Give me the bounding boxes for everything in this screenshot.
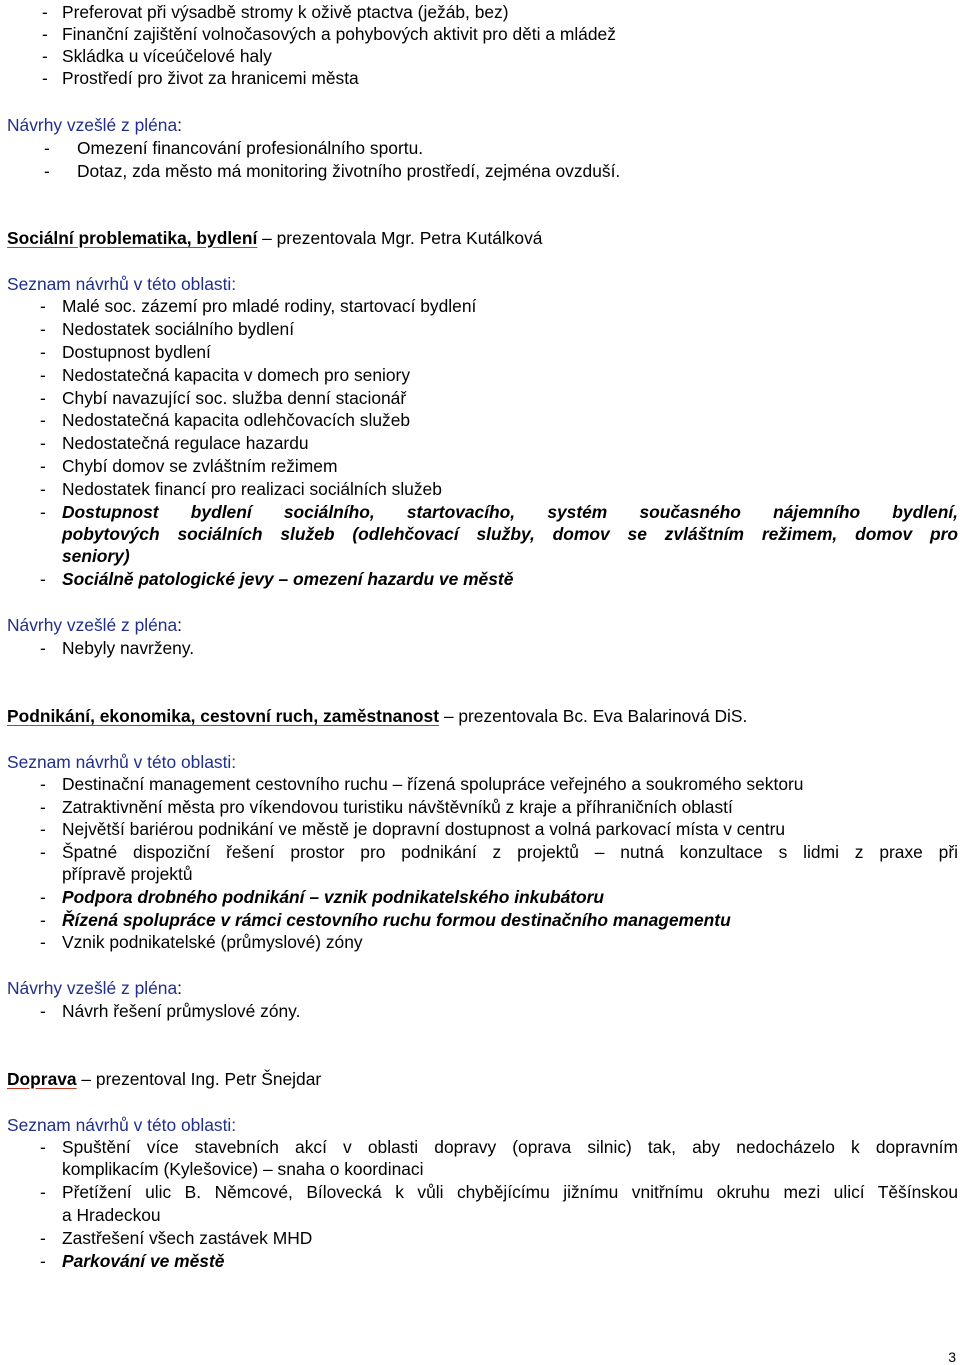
plenum-label: Návrhy vzešlé z pléna: (7, 978, 182, 998)
page-number: 3 (948, 1349, 956, 1365)
list-item-line: Přetížení ulic B. Němcové, Bílovecká k vůli chybějícímu jižnímu vnitřnímu okruhu mezi ulicí Těšínskou (62, 1182, 958, 1202)
bold-item-line: Dostupnost bydlení sociálního, startovacího, systém současného nájemního bydlení, (62, 502, 958, 522)
section-title: Sociální problematika, bydlení (7, 228, 258, 248)
bold-item-line: pobytových sociálních služeb (odlehčovací služby, domov se zvláštním režimem, domov pro (62, 524, 958, 544)
section-presenter: – prezentoval Ing. Petr Šnejdar (76, 1069, 322, 1089)
section-title: Podnikání, ekonomika, cestovní ruch, zaměstnanost (7, 706, 439, 726)
bold-item-line: seniory) (62, 546, 130, 566)
section-heading (7, 1068, 321, 1090)
list-label: Seznam návrhů v této oblasti: (7, 1115, 237, 1135)
section-heading (7, 705, 747, 727)
list-label: Seznam návrhů v této oblasti: (7, 274, 237, 294)
section-presenter: – prezentovala Mgr. Petra Kutálková (257, 228, 543, 248)
list-label: Seznam návrhů v této oblasti: (7, 752, 237, 772)
list-item-line: přípravě projektů (62, 864, 193, 884)
section-presenter: – prezentovala Bc. Eva Balarinová DiS. (438, 706, 748, 726)
list-item-line: komplikacím (Kylešovice) – snaha o koordinaci (62, 1159, 424, 1179)
list-item-line: a Hradeckou (62, 1205, 161, 1225)
section-heading (7, 227, 542, 249)
section-title: Doprava (7, 1069, 77, 1089)
plenum-label: Návrhy vzešlé z pléna: (7, 615, 182, 635)
plenum-label: Návrhy vzešlé z pléna: (7, 115, 182, 135)
document-page: - Preferovat při výsadbě stromy k oživě ptactva (ježáb, bez) - Finanční zajištění volnočasových a pohybových aktivit pro děti a mládež - Skládka u víceúčelové haly - Prostředí pro život za hranicemi města Návrhy vzešlé z pléna: - Omezení financování profesionálního sportu. - Dotaz, zda město má monitoring životního prostředí, zejména ovzduší. Sociální problematika, bydlení – prezentovala Mgr. Petra Kutálková Seznam návrhů v této oblasti: - Malé soc. zázemí pro mladé rodiny, startovací bydlení - Nedostatek sociálního bydlení - Dostupnost bydlení - Nedostatečná kapacita v domech pro seniory - Chybí navazující soc. služba denní stacionář - Nedostatečná kapacita odlehčovacích služeb - Nedostatečná regulace hazardu - Chybí domov se zvláštním režimem - Nedostatek financí pro realizaci sociálních služeb - Dostupnost bydlení sociálního, startovacího, systém současného nájemního bydlení, pobytových sociálních služeb (odlehčovací služby, domov se zvláštním režimem, domov pro seniory) - Sociálně patologické jevy – omezení hazardu ve městě Návrhy vzešlé z pléna: - Nebyly navrženy. Podnikání, ekonomika, cestovní ruch, zaměstnanost – prezentovala Bc. Eva Balarinová DiS. Seznam návrhů v této oblasti: - Destinační management cestovního ruchu – řízená spolupráce veřejného a soukromého sektoru - Zatraktivnění města pro víkendovou turistiku návštěvníků z kraje a příhraničních oblastí - Největší bariérou podnikání ve městě je dopravní dostupnost a volná parkovací místa v centru - Špatné dispoziční řešení prostor pro podnikání z projektů – nutná konzultace s lidmi z praxe při přípravě projektů - Podpora drobného podnikání – vznik podnikatelského inkubátoru - Řízená spolupráce v rámci cestovního ruchu formou destinačního managementu - Vznik podnikatelské (průmyslové) zóny Návrhy vzešlé z pléna: - Návrh řešení průmyslové zóny. Doprava – prezentoval Ing. Petr Šnejdar Seznam návrhů v této oblasti: - Spuštění více stavebních akcí v oblasti dopravy (oprava silnic) tak, aby nedocházelo k dopravním komplikacím (Kylešovice) – snaha o koordinaci - Přetížení ulic B. Němcové, Bílovecká k vůli chybějícímu jižnímu vnitřnímu okruhu mezi ulicí Těšínskou a Hradeckou - Zastřešení všech zastávek MHD - Parkování ve městě 3 (7, 2, 958, 1365)
list-item-line: Spuštění více stavebních akcí v oblasti dopravy (oprava silnic) tak, aby nedocházelo k dopravním (62, 1137, 958, 1157)
list-item-line: Špatné dispoziční řešení prostor pro podnikání z projektů – nutná konzultace s lidmi z praxe při (62, 842, 958, 862)
